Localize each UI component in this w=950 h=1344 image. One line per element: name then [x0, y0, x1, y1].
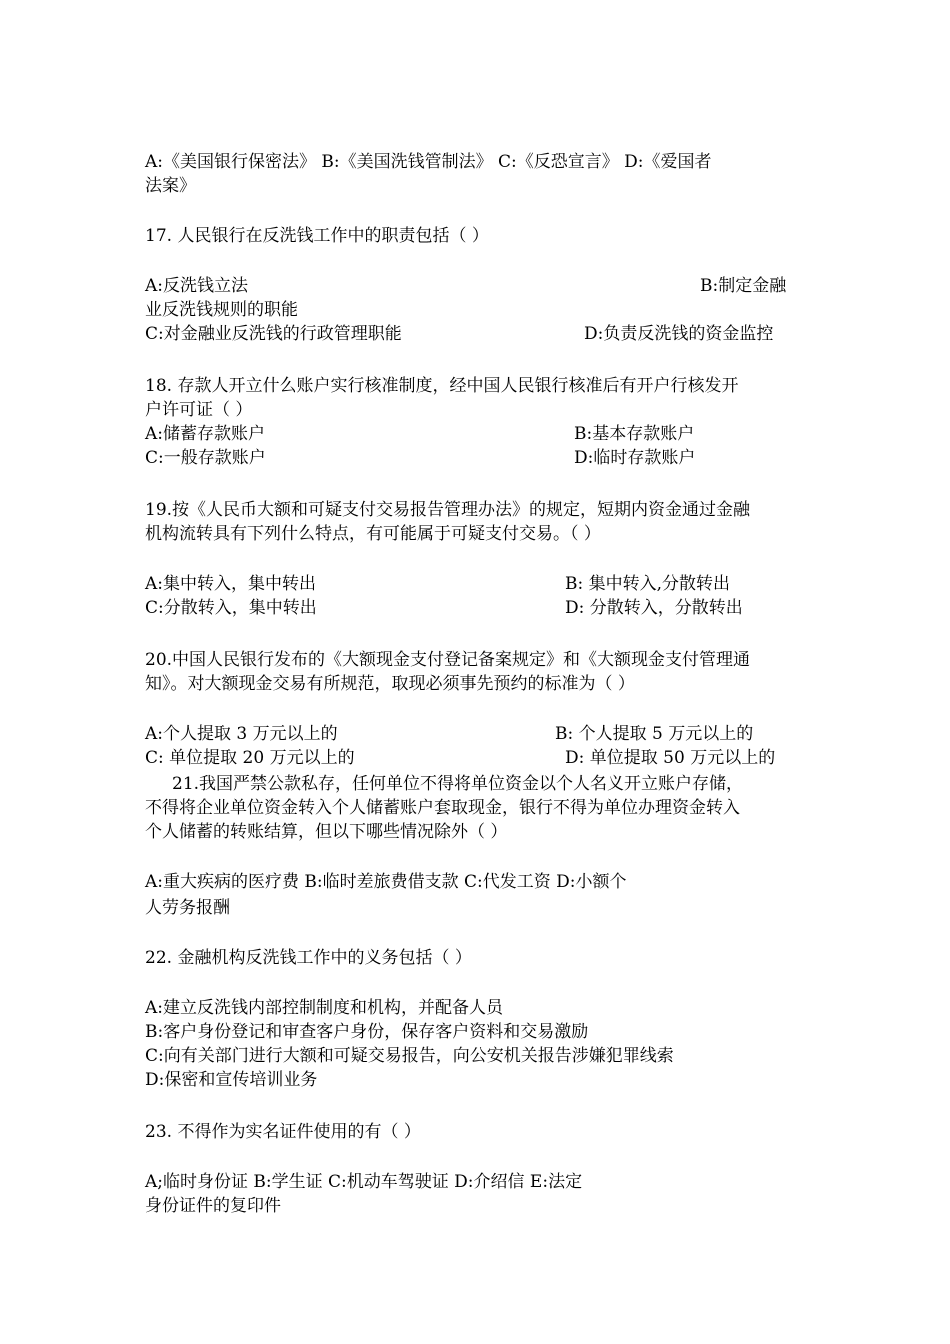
q20-option-a: A:个人提取 3 万元以上的: [145, 724, 338, 744]
q23-options-line1: A;临时身份证 B:学生证 C:机动车驾驶证 D:介绍信 E:法定: [145, 1172, 583, 1192]
q21-options-line2: 人劳务报酬: [145, 898, 230, 918]
q23-options-line2: 身份证件的复印件: [145, 1196, 281, 1216]
q18-option-a: A:储蓄存款账户: [145, 424, 266, 444]
q19-option-c: C:分散转入，集中转出: [145, 598, 317, 618]
q19-option-d: D: 分散转入，分散转出: [565, 598, 743, 618]
q16-options-line2: 法案》: [145, 176, 196, 196]
q17-option-b-cont: 业反洗钱规则的职能: [145, 300, 298, 320]
q20-question-line2: 知》。对大额现金交易有所规范，取现必须事先预约的标准为（ ）: [145, 674, 635, 694]
q18-option-d: D:临时存款账户: [574, 448, 696, 468]
q17-option-a: A:反洗钱立法: [145, 276, 249, 296]
q22-option-b: B:客户身份登记和审查客户身份，保存客户资料和交易激励: [145, 1022, 589, 1042]
q19-option-a: A:集中转入，集中转出: [145, 574, 317, 594]
q18-option-c: C:一般存款账户: [145, 448, 266, 468]
q17-question: 17. 人民银行在反洗钱工作中的职责包括（ ）: [145, 226, 489, 246]
q18-question-line2: 户许可证（ ）: [145, 400, 253, 420]
q22-option-a: A:建立反洗钱内部控制制度和机构，并配备人员: [145, 998, 504, 1018]
q19-question-line2: 机构流转具有下列什么特点，有可能属于可疑支付交易。（ ）: [145, 524, 601, 544]
q22-option-d: D:保密和宣传培训业务: [145, 1070, 318, 1090]
q16-options-line1: A:《美国银行保密法》 B:《美国洗钱管制法》 C:《反恐宣言》 D:《爱国者: [145, 152, 712, 172]
q21-options-line1: A:重大疾病的医疗费 B:临时差旅费借支款 C:代发工资 D:小额个: [145, 872, 627, 892]
q21-question-line1: 21.我国严禁公款私存，任何单位不得将单位资金以个人名义开立账户存储，: [172, 774, 744, 794]
q21-question-line2: 不得将企业单位资金转入个人储蓄账户套取现金，银行不得为单位办理资金转入: [145, 798, 740, 818]
q17-option-c: C:对金融业反洗钱的行政管理职能: [145, 324, 402, 344]
q22-option-c: C:向有关部门进行大额和可疑交易报告，向公安机关报告涉嫌犯罪线索: [145, 1046, 674, 1066]
q20-option-b: B: 个人提取 5 万元以上的: [555, 724, 754, 744]
q21-question-line3: 个人储蓄的转账结算，但以下哪些情况除外（ ）: [145, 822, 508, 842]
q17-option-b: B:制定金融: [700, 276, 787, 296]
q18-option-b: B:基本存款账户: [574, 424, 695, 444]
q18-question-line1: 18. 存款人开立什么账户实行核准制度，经中国人民银行核准后有开户行核发开: [145, 376, 739, 396]
q20-question-line1: 20.中国人民银行发布的《大额现金支付登记备案规定》和《大额现金支付管理通: [145, 650, 751, 670]
q23-question: 23. 不得作为实名证件使用的有（ ）: [145, 1122, 421, 1142]
q19-option-b: B: 集中转入,分散转出: [565, 574, 731, 594]
q20-option-c: C: 单位提取 20 万元以上的: [145, 748, 355, 768]
q22-question: 22. 金融机构反洗钱工作中的义务包括（ ）: [145, 948, 472, 968]
q20-option-d: D: 单位提取 50 万元以上的: [565, 748, 776, 768]
q19-question-line1: 19.按《人民币大额和可疑支付交易报告管理办法》的规定，短期内资金通过金融: [145, 500, 751, 520]
q17-option-d: D:负责反洗钱的资金监控: [584, 324, 774, 344]
